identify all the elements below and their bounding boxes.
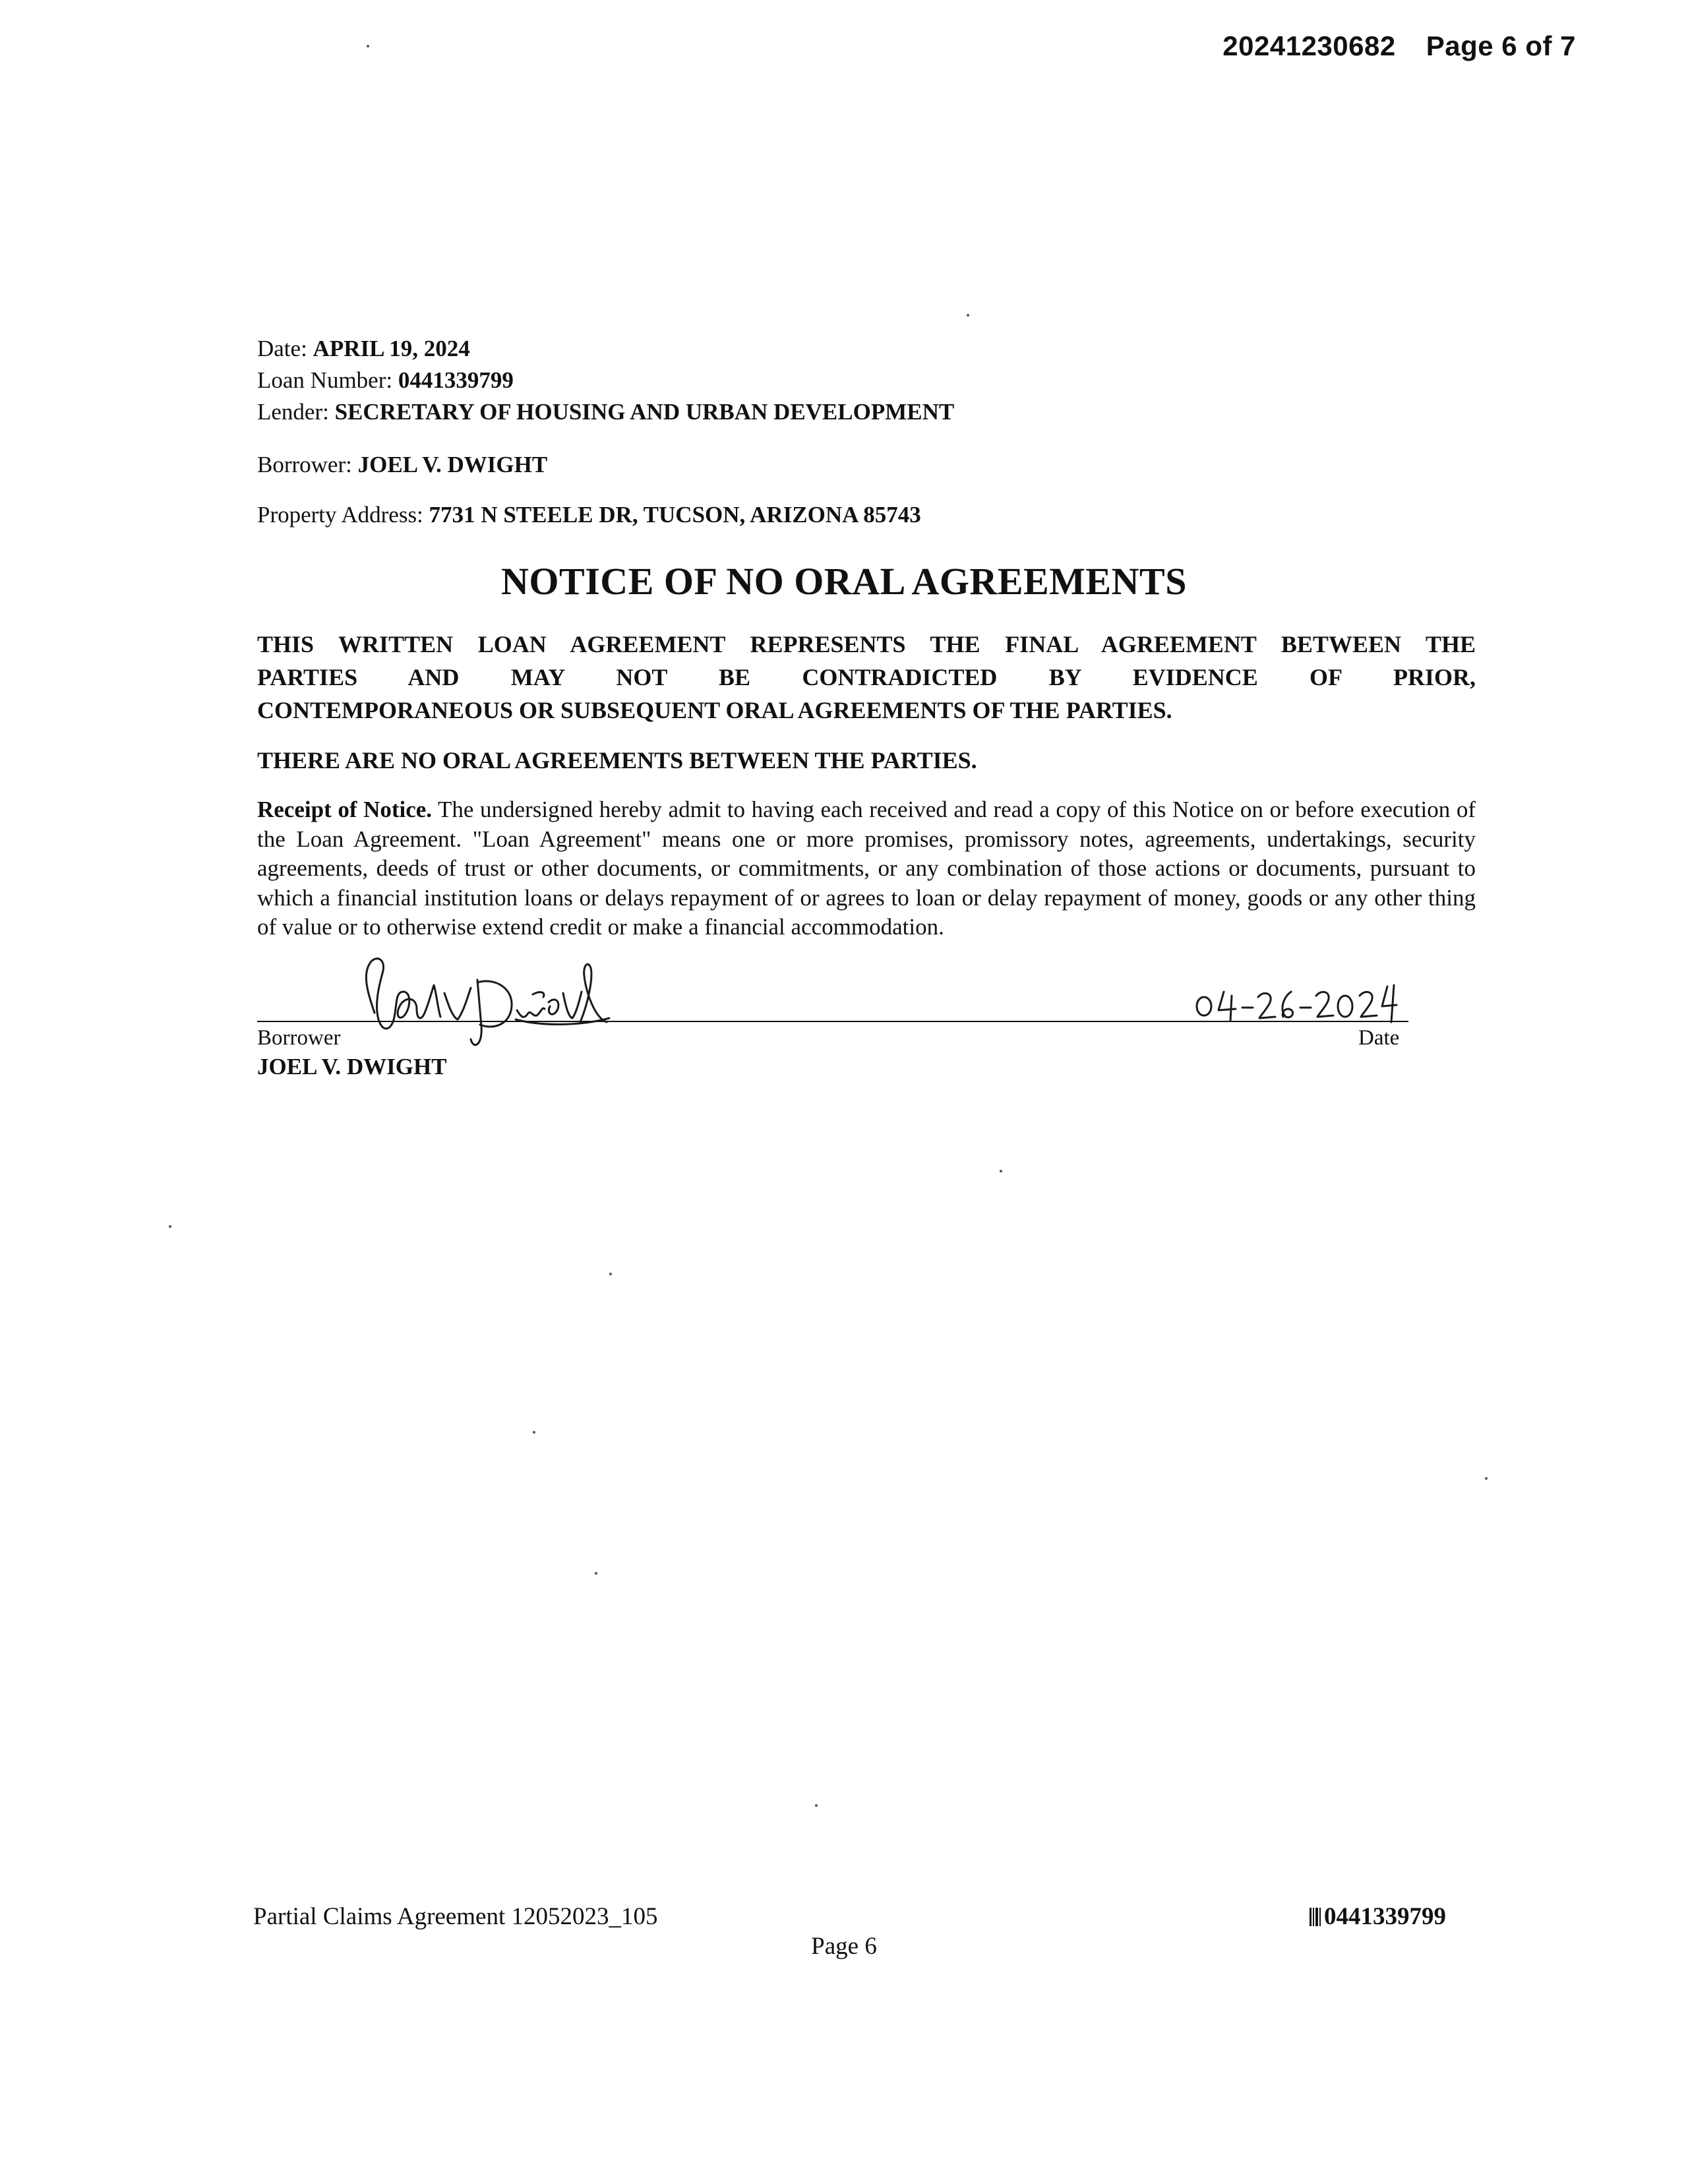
lender-field [257, 398, 954, 426]
scan-speck [1000, 1170, 1002, 1172]
scan-speck [609, 1273, 612, 1275]
borrower-label: Borrower: [257, 452, 352, 477]
scan-speck [533, 1431, 535, 1434]
loan-number-value: 0441339799 [398, 367, 514, 393]
scan-speck [367, 45, 369, 47]
recording-header [1222, 30, 1576, 62]
loan-number-field [257, 367, 514, 394]
borrower-printed-name: JOEL V. DWIGHT [257, 1054, 447, 1079]
scan-speck [595, 1572, 597, 1575]
scan-speck [1485, 1477, 1488, 1480]
borrower-value: JOEL V. DWIGHT [357, 452, 548, 477]
handwritten-date [1187, 969, 1398, 1025]
borrower-caption: Borrower [257, 1026, 341, 1050]
date-field [257, 335, 470, 363]
page-indicator: Page 6 of 7 [1426, 30, 1576, 61]
loan-barcode [1310, 1902, 1446, 1931]
scan-speck [169, 1225, 171, 1228]
receipt-of-notice [257, 795, 1476, 942]
notice-title: NOTICE OF NO ORAL AGREEMENTS [501, 560, 1187, 603]
document-number: 20241230682 [1222, 30, 1396, 61]
date-caption: Date [1358, 1026, 1400, 1050]
borrower-field [257, 451, 547, 479]
date-value: APRIL 19, 2024 [313, 336, 470, 361]
loan-barcode-number: 0441339799 [1324, 1903, 1446, 1930]
barcode-icon [1310, 1906, 1323, 1927]
receipt-text: The undersigned hereby admit to having each received and read a copy of this Notice on or before execution of the Loan Agreement. "Loan Agreement" means one or more promises, promissory notes, agreements, undertakings, security agreements, deeds of trust or other documents, or commitments, or any combination of those actions or documents, pursuant to which a financial institution loans or delays repayment of or agrees to loan or delay repayment of money, goods or any other thing of value or to otherwise extend credit or make a financial accommodation. [257, 797, 1476, 940]
scan-speck [967, 314, 969, 317]
lender-label: Lender: [257, 399, 329, 425]
statement-line: CONTEMPORANEOUS OR SUBSEQUENT ORAL AGREEMENTS OF THE PARTIES. [257, 697, 1172, 723]
statement-line: THIS WRITTEN LOAN AGREEMENT REPRESENTS THE FINAL AGREEMENT BETWEEN THE [257, 631, 1476, 657]
borrower-signature [348, 954, 612, 1052]
final-agreement-statement [257, 628, 1476, 727]
date-label: Date: [257, 336, 307, 361]
statement-line: PARTIES AND MAY NOT BE CONTRADICTED BY EVIDENCE OF PRIOR, [257, 664, 1476, 690]
form-name: Partial Claims Agreement 12052023_105 [253, 1903, 658, 1930]
no-oral-agreements-statement: THERE ARE NO ORAL AGREEMENTS BETWEEN THE PARTIES. [257, 747, 977, 774]
lender-value: SECRETARY OF HOUSING AND URBAN DEVELOPMENT [334, 399, 955, 425]
receipt-heading: Receipt of Notice. [257, 797, 433, 822]
property-address-field [257, 501, 921, 529]
page-number: Page 6 [811, 1933, 877, 1960]
property-address-label: Property Address: [257, 502, 423, 528]
scan-speck [815, 1804, 818, 1807]
loan-number-label: Loan Number: [257, 367, 393, 393]
property-address-value: 7731 N STEELE DR, TUCSON, ARIZONA 85743 [429, 502, 921, 528]
